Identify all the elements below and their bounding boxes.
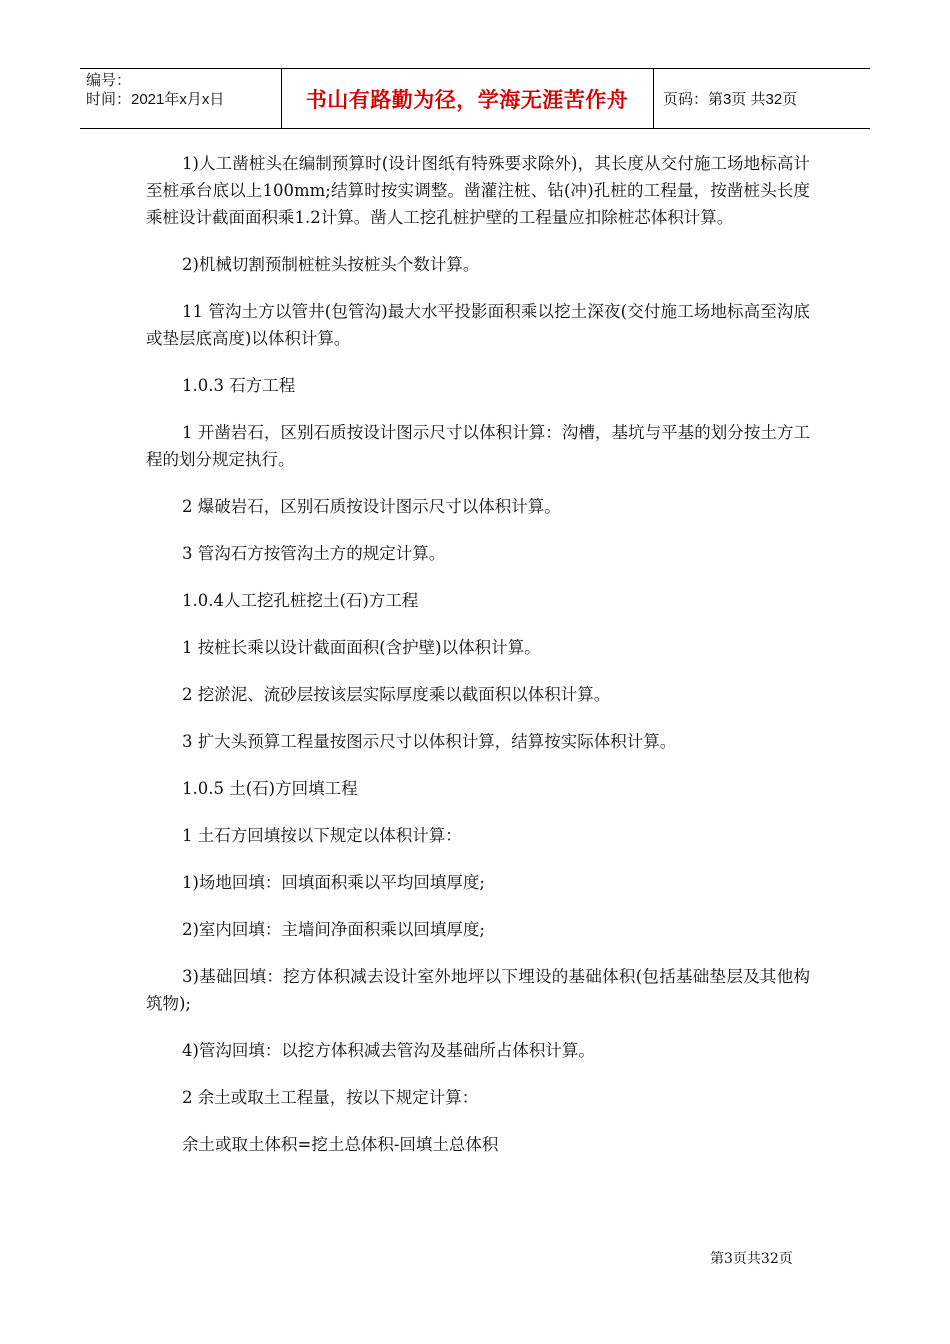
header-divider bbox=[653, 69, 654, 128]
paragraph: 1 开凿岩石，区别石质按设计图示尺寸以体积计算：沟槽，基坑与平基的划分按土方工程的划分规定执行。 bbox=[146, 423, 810, 469]
paragraph: 余土或取土体积=挖土总体积-回填土总体积 bbox=[182, 1135, 499, 1154]
header-page-info: 页码：第3页 共32页 bbox=[663, 91, 798, 108]
paragraph: 2 余土或取土工程量，按以下规定计算： bbox=[182, 1088, 479, 1107]
paragraph: 2 挖淤泥、流砂层按该层实际厚度乘以截面积以体积计算。 bbox=[182, 685, 611, 704]
paragraph: 3)基础回填：挖方体积减去设计室外地坪以下埋设的基础体积(包括基础垫层及其他构筑物); bbox=[146, 967, 810, 1013]
paragraph: 2 爆破岩石，区别石质按设计图示尺寸以体积计算。 bbox=[182, 497, 561, 516]
header-motto: 书山有路勤为径，学海无涯苦作舟 bbox=[305, 88, 629, 112]
paragraph: 3 管沟石方按管沟土方的规定计算。 bbox=[182, 544, 446, 563]
paragraph: 1)人工凿桩头在编制预算时(设计图纸有特殊要求除外)，其长度从交付施工场地标高计至桩承台底以上100mm;结算时按实调整。凿灌注桩、钻(冲)孔桩的工程量，按凿桩头长度乘桩设计截面面积乘1.2计算。凿人工挖孔桩护壁的工程量应扣除桩芯体积计算。 bbox=[146, 154, 810, 227]
paragraph: 3 扩大头预算工程量按图示尺寸以体积计算，结算按实际体积计算。 bbox=[182, 732, 677, 751]
paragraph: 1 按桩长乘以设计截面面积(含护壁)以体积计算。 bbox=[182, 638, 541, 657]
paragraph: 2)机械切割预制桩桩头按桩头个数计算。 bbox=[182, 255, 480, 274]
serial-label: 编号： bbox=[86, 72, 132, 89]
paragraph: 4)管沟回填：以挖方体积减去管沟及基础所占体积计算。 bbox=[182, 1041, 595, 1060]
page-footer: 第3页共32页 bbox=[710, 1251, 793, 1267]
section-heading: 1.0.4人工挖孔桩挖土(石)方工程 bbox=[182, 591, 419, 610]
paragraph: 11 管沟土方以管井(包管沟)最大水平投影面积乘以挖土深夜(交付施工场地标高至沟底或垫层底高度)以体积计算。 bbox=[146, 302, 810, 348]
paragraph: 1)场地回填：回填面积乘以平均回填厚度; bbox=[182, 873, 485, 892]
paragraph: 1 土石方回填按以下规定以体积计算： bbox=[182, 826, 462, 845]
paragraph: 2)室内回填：主墙间净面积乘以回填厚度; bbox=[182, 920, 485, 939]
page-header bbox=[80, 68, 870, 129]
header-meta bbox=[86, 71, 280, 109]
section-heading: 1.0.5 土(石)方回填工程 bbox=[182, 779, 358, 798]
section-heading: 1.0.3 石方工程 bbox=[182, 376, 296, 395]
date-line: 时间：2021年x月x日 bbox=[86, 91, 225, 108]
document-body bbox=[146, 150, 810, 1178]
